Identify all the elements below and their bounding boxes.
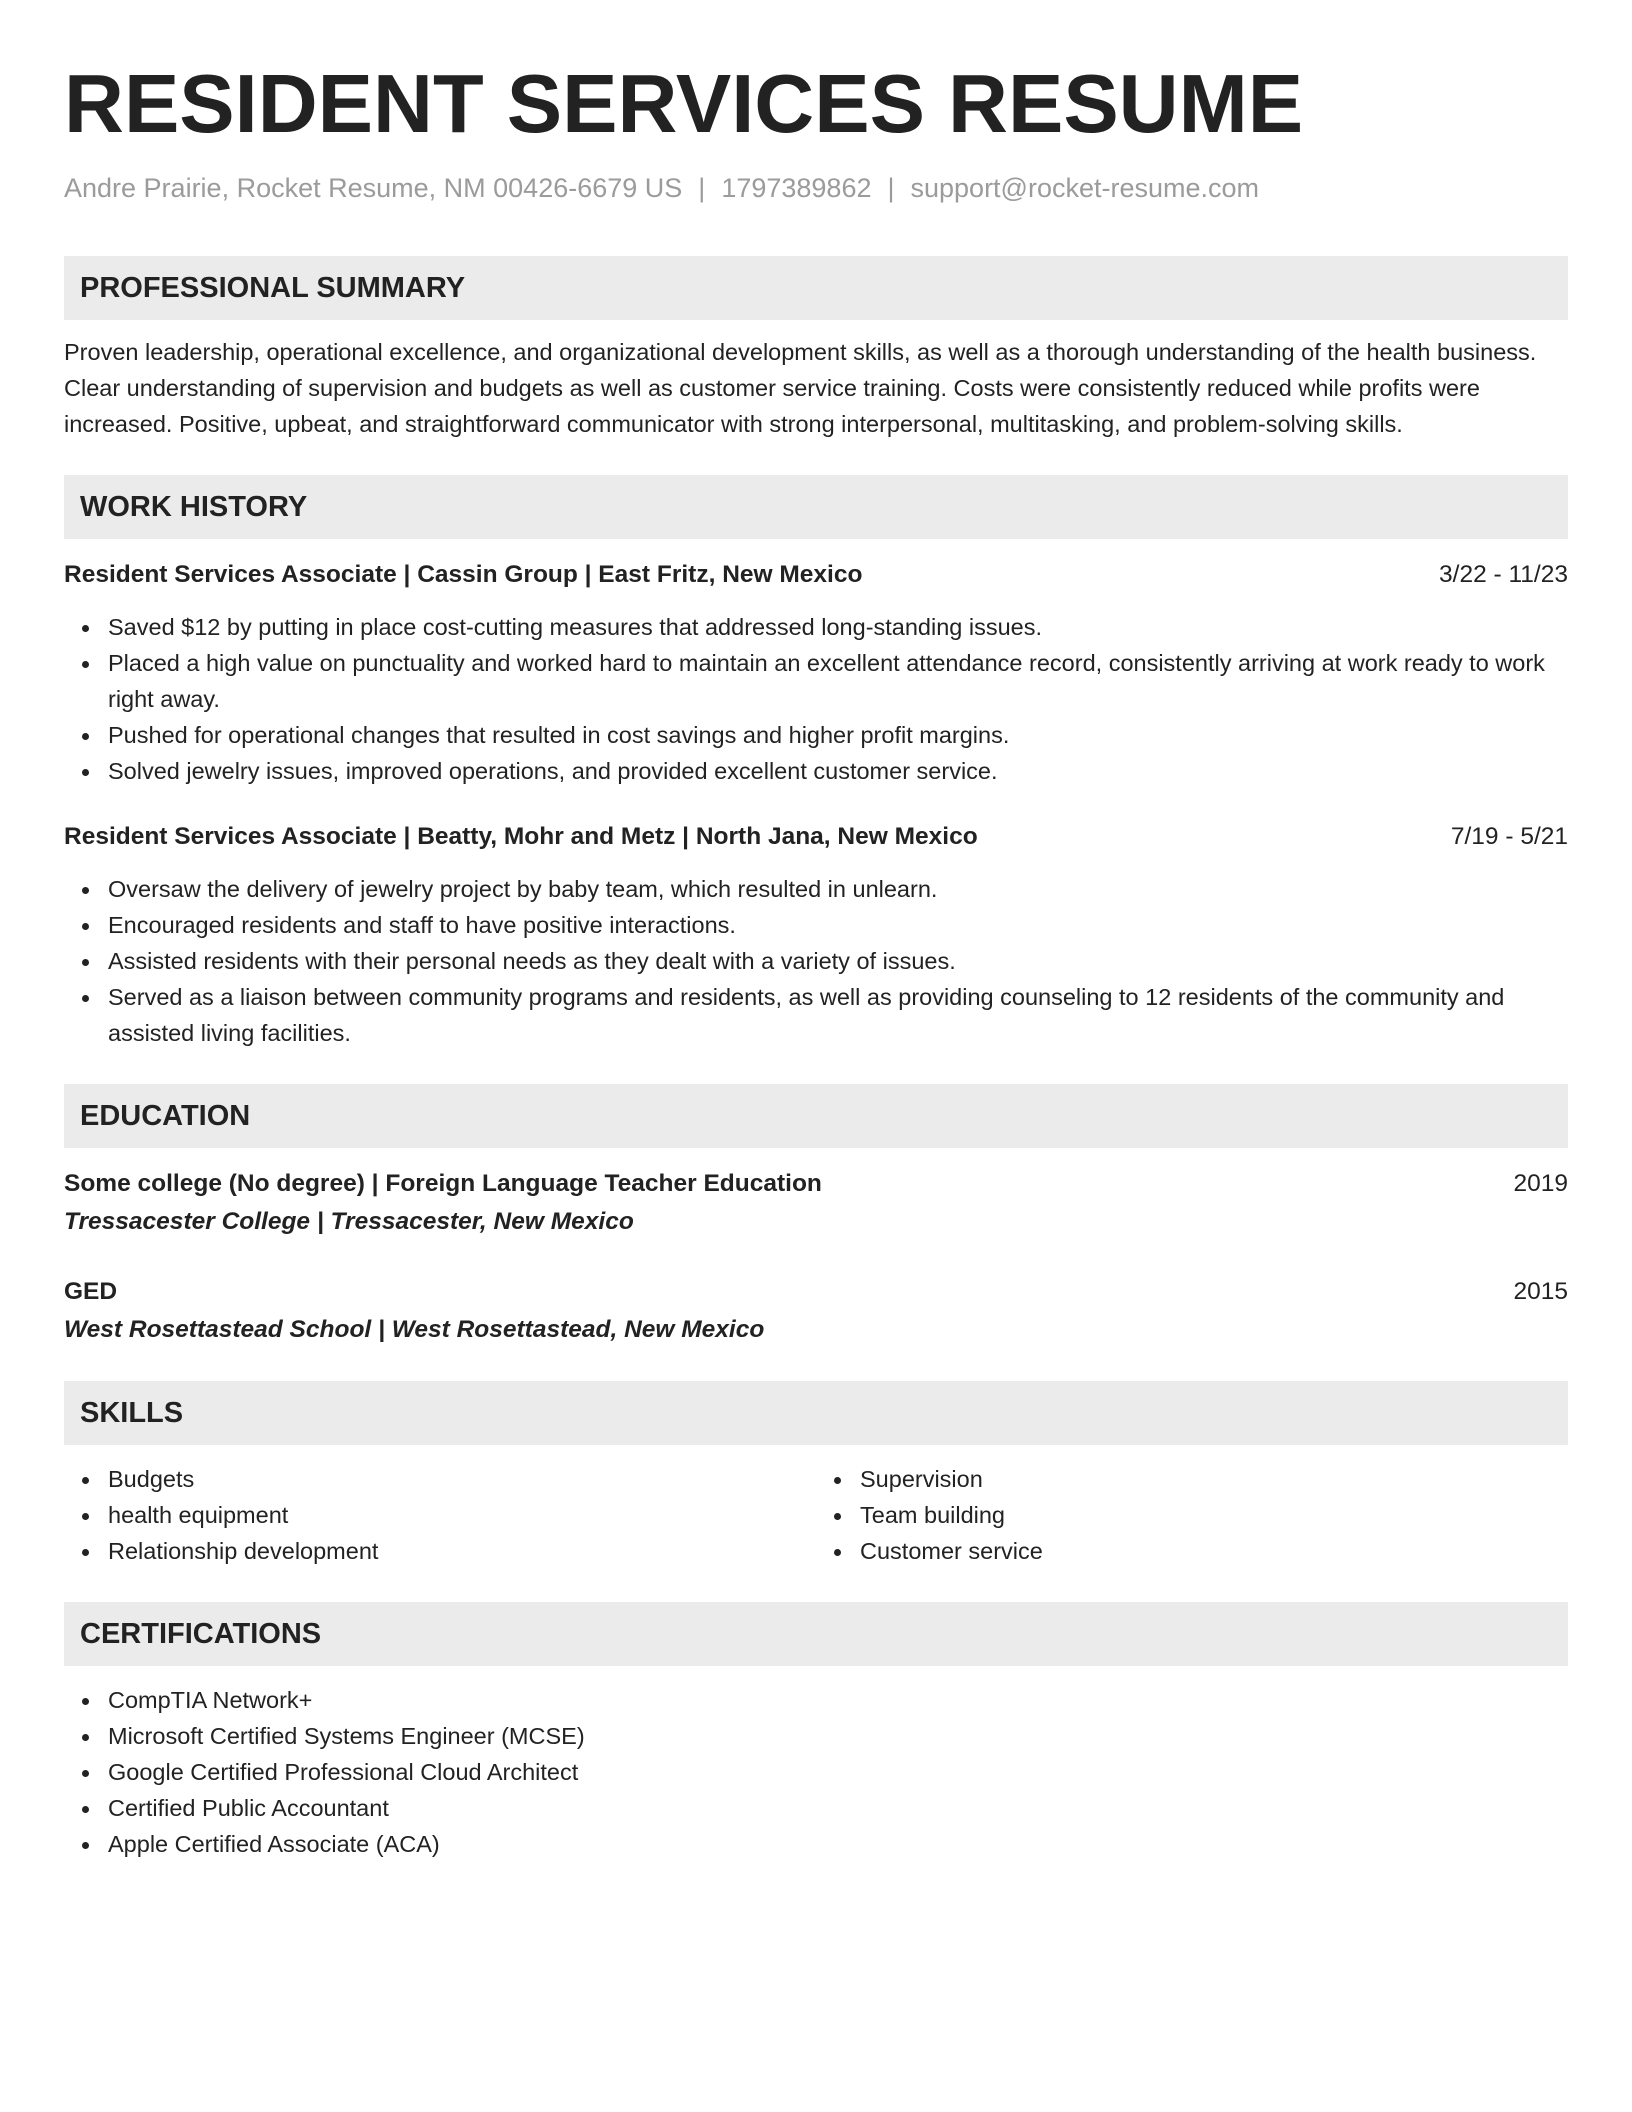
skills-list xyxy=(816,1461,1568,1569)
skills-grid xyxy=(64,1461,1568,1569)
education-entry xyxy=(64,1274,1568,1348)
summary-text: Proven leadership, operational excellence, and organizational development skills, as well as a thorough understanding of the health business. Clear understanding of supervision and budgets as well as customer service training. Costs were consistently reduced while profits were increased. Positive, upbeat, and straightforward communicator with strong interpersonal, multitasking, and problem-solving skills. xyxy=(64,339,1537,437)
job-bullets xyxy=(64,871,1568,1051)
education-header xyxy=(64,1166,1568,1202)
job-dates: 3/22 - 11/23 xyxy=(1439,561,1568,588)
skills-list xyxy=(64,1461,816,1569)
skills-column-right xyxy=(816,1461,1568,1569)
certification-item: Google Certified Professional Cloud Architect xyxy=(108,1754,1568,1790)
education-school: Tressacester College | Tressacester, New Mexico xyxy=(64,1208,634,1235)
job-bullet: Placed a high value on punctuality and worked hard to maintain an excellent attendance record, consistently arriving at work ready to work right away. xyxy=(108,645,1568,717)
skill-item: Supervision xyxy=(860,1461,1568,1497)
skill-item: Customer service xyxy=(860,1533,1568,1569)
contact-separator: | xyxy=(698,173,706,203)
job-entry xyxy=(64,819,1568,1051)
job-header xyxy=(64,557,1568,593)
education-year: 2015 xyxy=(1513,1278,1568,1305)
section-header-summary: PROFESSIONAL SUMMARY xyxy=(64,256,1568,320)
job-bullets xyxy=(64,609,1568,789)
education-year: 2019 xyxy=(1513,1170,1568,1197)
education-degree: Some college (No degree) | Foreign Language Teacher Education xyxy=(64,1170,822,1197)
job-bullet: Solved jewelry issues, improved operations, and provided excellent customer service. xyxy=(108,753,1568,789)
job-bullet: Oversaw the delivery of jewelry project by baby team, which resulted in unlearn. xyxy=(108,871,1568,907)
education-school: West Rosettastead School | West Rosettastead, New Mexico xyxy=(64,1316,765,1343)
section-header-skills: SKILLS xyxy=(64,1381,1568,1445)
skill-item: Budgets xyxy=(108,1461,816,1497)
job-title: Resident Services Associate | Cassin Group | East Fritz, New Mexico xyxy=(64,561,863,588)
certifications-list xyxy=(64,1682,1568,1862)
section-header-work-history: WORK HISTORY xyxy=(64,475,1568,539)
contact-line xyxy=(64,170,1568,206)
contact-email: support@rocket-resume.com xyxy=(910,173,1260,203)
job-bullet: Encouraged residents and staff to have positive interactions. xyxy=(108,907,1568,943)
skill-item: Team building xyxy=(860,1497,1568,1533)
job-bullet: Pushed for operational changes that resulted in cost savings and higher profit margins. xyxy=(108,717,1568,753)
education-degree: GED xyxy=(64,1278,118,1305)
job-dates: 7/19 - 5/21 xyxy=(1450,823,1568,850)
job-header xyxy=(64,819,1568,855)
certification-item: CompTIA Network+ xyxy=(108,1682,1568,1718)
skill-item: Relationship development xyxy=(108,1533,816,1569)
job-title: Resident Services Associate | Beatty, Mohr and Metz | North Jana, New Mexico xyxy=(64,823,978,850)
contact-address: Andre Prairie, Rocket Resume, NM 00426-6679 US xyxy=(64,173,683,203)
certification-item: Microsoft Certified Systems Engineer (MCSE) xyxy=(108,1718,1568,1754)
job-bullet: Served as a liaison between community programs and residents, as well as providing counseling to 12 residents of the community and assisted living facilities. xyxy=(108,979,1568,1051)
education-entry xyxy=(64,1166,1568,1240)
certification-item: Certified Public Accountant xyxy=(108,1790,1568,1826)
job-entry xyxy=(64,557,1568,789)
certification-item: Apple Certified Associate (ACA) xyxy=(108,1826,1568,1862)
section-header-education: EDUCATION xyxy=(64,1084,1568,1148)
contact-phone: 1797389862 xyxy=(721,173,872,203)
job-bullet: Assisted residents with their personal needs as they dealt with a variety of issues. xyxy=(108,943,1568,979)
section-header-certifications: CERTIFICATIONS xyxy=(64,1602,1568,1666)
job-bullet: Saved $12 by putting in place cost-cutting measures that addressed long-standing issues. xyxy=(108,609,1568,645)
skills-column-left xyxy=(64,1461,816,1569)
education-header xyxy=(64,1274,1568,1310)
resume-title: RESIDENT SERVICES RESUME xyxy=(64,57,1304,150)
skill-item: health equipment xyxy=(108,1497,816,1533)
contact-separator: | xyxy=(887,173,895,203)
